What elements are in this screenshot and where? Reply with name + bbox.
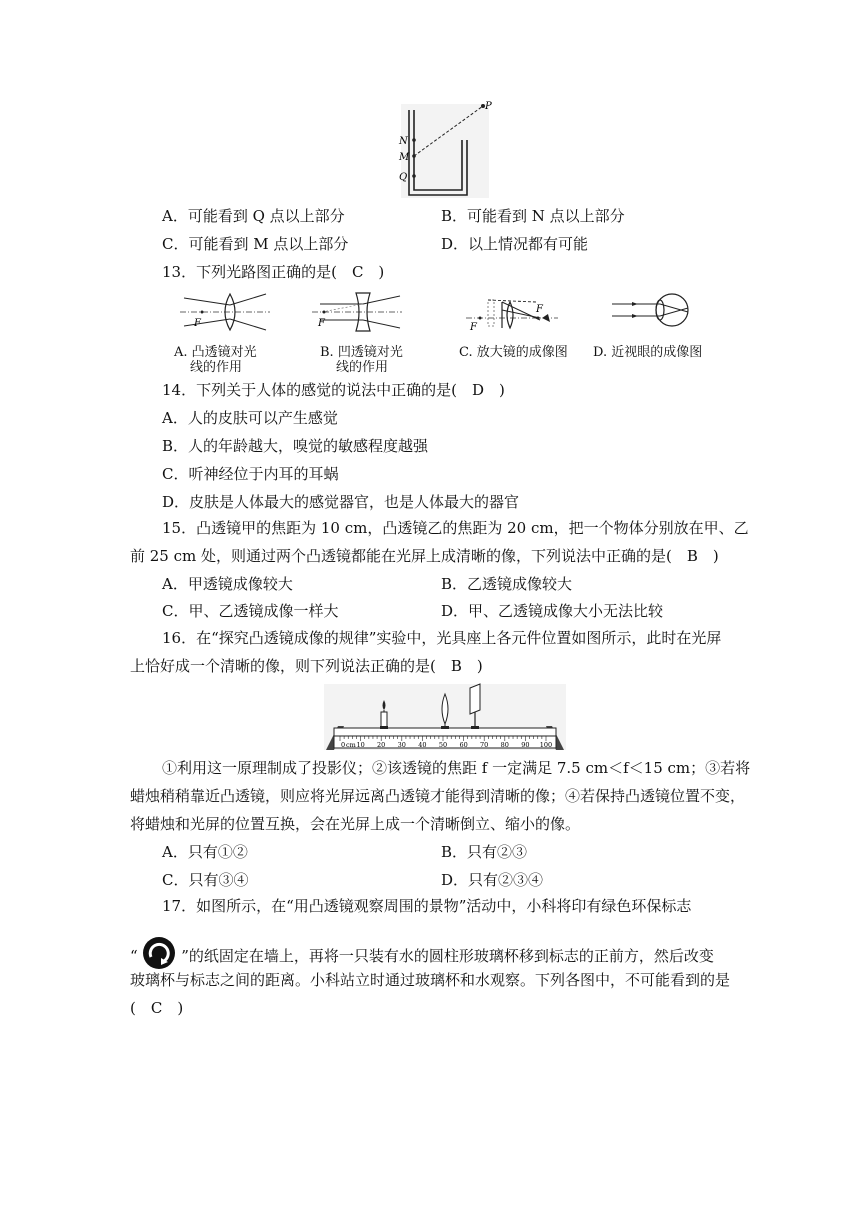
q15-option-c: C．甲、乙透镜成像一样大 — [162, 602, 339, 620]
label-p: P — [485, 101, 492, 112]
q14-stem: 14．下列关于人体的感觉的说法中正确的是( D ) — [162, 381, 505, 399]
ruler-tick-label: 50 — [438, 741, 448, 749]
q16-optical-bench-figure — [318, 682, 572, 754]
q14-option-b: B．人的年龄越大，嗅觉的敏感程度越强 — [162, 437, 429, 455]
q14-option-d: D．皮肤是人体最大的感觉器官，也是人体最大的器官 — [162, 493, 520, 511]
q16-stem-line1: 16．在“探究凸透镜成像的规律”实验中，光具座上各元件位置如图所示，此时在光屏 — [162, 629, 722, 647]
q12-option-d: D．以上情况都有可能 — [441, 235, 589, 253]
ruler-unit-label: cm — [346, 741, 356, 749]
q13-figure-b-concave-lens — [312, 290, 402, 334]
q16-statement-line3: 将蜡烛和光屏的位置互换，会在光屏上成一个清晰倒立、缩小的像。 — [130, 815, 581, 833]
q13-caption-a-line2: 线的作用 — [190, 360, 243, 375]
label-n: N — [399, 136, 408, 147]
q13-c-left-f-label: F — [470, 322, 477, 333]
recycle-arrow-icon — [142, 936, 176, 970]
q13-b-f-label: F — [318, 318, 325, 329]
ruler-tick-label: 80 — [500, 741, 509, 749]
q12-option-b: B．可能看到 N 点以上部分 — [441, 207, 625, 225]
ruler-tick-label: 0 — [341, 741, 346, 749]
q14-option-a: A．人的皮肤可以产生感觉 — [162, 409, 338, 427]
q16-stem-line2: 上恰好成一个清晰的像，则下列说法正确的是( B ) — [130, 657, 483, 675]
q13-figure-a-convex-lens — [180, 290, 270, 334]
ruler-tick-label: 60 — [459, 741, 468, 749]
q13-caption-b-line2: 线的作用 — [336, 360, 389, 375]
q13-stem: 13．下列光路图正确的是( C ) — [162, 263, 385, 281]
q16-statement-line2: 蜡烛稍稍靠近凸透镜，则应将光屏远离凸透镜才能得到清晰的像；④若保持凸透镜位置不变， — [130, 787, 746, 805]
ruler-tick-label: 30 — [397, 741, 406, 749]
ruler-tick-label: 70 — [480, 741, 489, 749]
q14-option-c: C．听神经位于内耳的耳蜗 — [162, 465, 339, 483]
ruler-tick-label: 40 — [418, 741, 427, 749]
label-q: Q — [399, 172, 408, 183]
ruler-tick-label: 90 — [521, 741, 530, 749]
q12-option-c: C．可能看到 M 点以上部分 — [162, 235, 349, 253]
q15-stem-line2: 前 25 cm 处，则通过两个凸透镜都能在光屏上成清晰的像，下列说法中正确的是( B ) — [130, 547, 719, 565]
q15-option-a: A．甲透镜成像较大 — [162, 575, 293, 593]
q15-option-d: D．甲、乙透镜成像大小无法比较 — [441, 602, 664, 620]
ruler-tick-label: 10 — [356, 741, 365, 749]
q17-stem-line1: 17．如图所示，在“用凸透镜观察周围的景物”活动中，小科将印有绿色环保标志 — [162, 897, 692, 915]
q13-caption-c: C. 放大镜的成像图 — [459, 345, 568, 360]
q16-statement-line1: ①利用这一原理制成了投影仪；②该透镜的焦距 f 一定满足 7.5 cm＜f＜15 cm；③若将 — [162, 759, 751, 777]
q13-caption-d: D. 近视眼的成像图 — [593, 345, 703, 360]
label-m: M — [399, 152, 410, 163]
q12-container-figure — [395, 100, 495, 200]
q13-a-f-label: F — [194, 318, 201, 329]
q17-open-quote: “ — [130, 947, 138, 965]
q17-stem-line2 — [130, 940, 714, 974]
q16-option-d: D．只有②③④ — [441, 871, 544, 889]
q13-figure-c-magnifier — [466, 288, 558, 334]
q16-option-a: A．只有①② — [162, 843, 248, 861]
q16-option-c: C．只有③④ — [162, 871, 249, 889]
q13-c-right-f-label: F — [536, 304, 543, 315]
ruler-tick-label: 20 — [377, 741, 386, 749]
ruler-tick-label: 100 — [539, 741, 553, 749]
q17-stem-line3: 玻璃杯与标志之间的距离。小科站立时通过玻璃杯和水观察。下列各图中，不可能看到的是 — [130, 971, 731, 989]
q13-figure-d-eye — [610, 290, 700, 330]
q15-option-b: B．乙透镜成像较大 — [441, 575, 573, 593]
q16-option-b: B．只有②③ — [441, 843, 528, 861]
q17-stem-line4: ( C ) — [130, 999, 184, 1017]
q17-stem-line2-rest: ”的纸固定在墙上，再将一只装有水的圆柱形玻璃杯移到标志的正前方，然后改变 — [181, 947, 714, 965]
q15-stem-line1: 15．凸透镜甲的焦距为 10 cm，凸透镜乙的焦距为 20 cm，把一个物体分别放在甲、乙 — [162, 519, 749, 537]
q13-caption-a-line1: A. 凸透镜对光 — [174, 345, 257, 360]
q12-option-a: A．可能看到 Q 点以上部分 — [162, 207, 345, 225]
q13-caption-b-line1: B. 凹透镜对光 — [320, 345, 403, 360]
